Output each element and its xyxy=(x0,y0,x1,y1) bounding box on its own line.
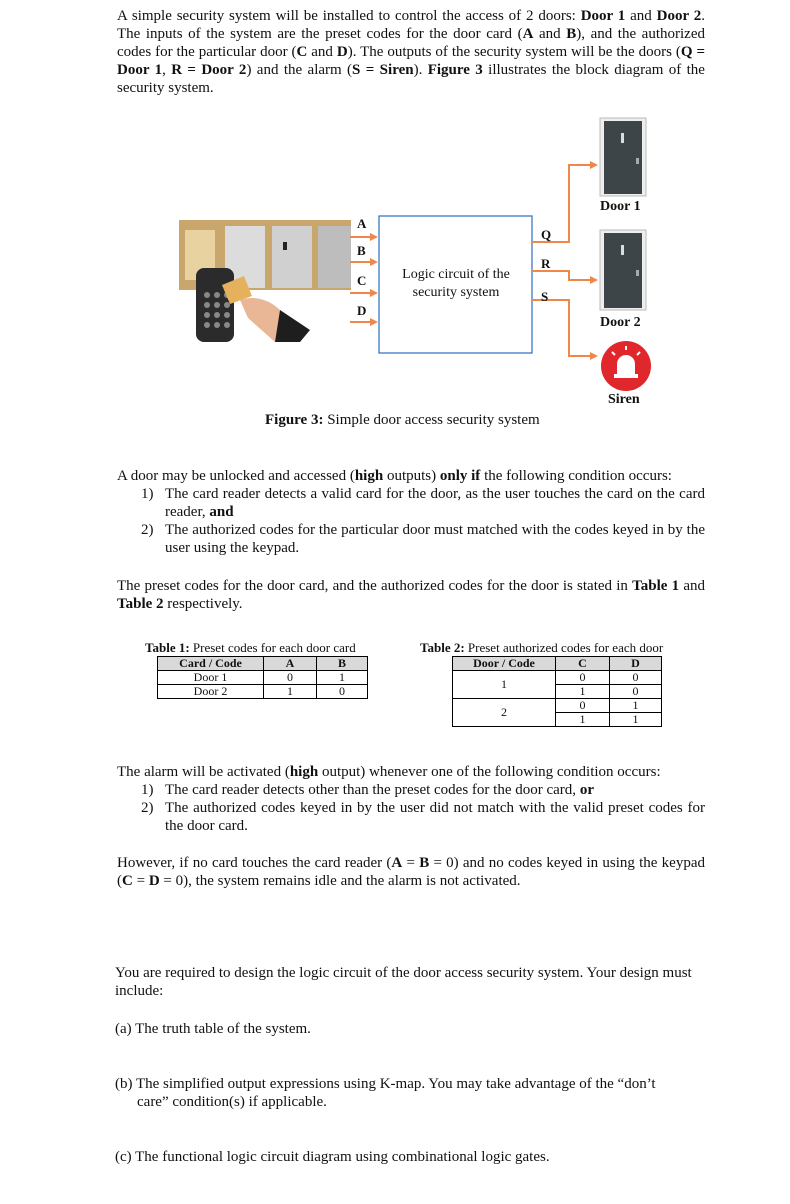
table-cell: 0 xyxy=(264,671,317,685)
door1-label: Door 1 xyxy=(600,199,641,214)
table1-header: B xyxy=(317,657,368,671)
input-label-c: C xyxy=(357,273,367,288)
table2-header: C xyxy=(556,657,610,671)
table-cell: Door 2 xyxy=(158,685,264,699)
output-label-s: S xyxy=(541,289,549,304)
table-cell: 0 xyxy=(556,699,610,713)
table-cell: 1 xyxy=(610,713,662,727)
figure-caption: Figure 3: Simple door access security system xyxy=(265,412,540,428)
table-cell: 0 xyxy=(610,685,662,699)
task-intro: You are required to design the logic circuit of the door access security system. Your design must include: xyxy=(115,965,692,999)
door2-label: Door 2 xyxy=(600,315,641,330)
alarm-item-1: 1) The card reader detects other than the preset codes for the door card, or xyxy=(141,782,594,798)
input-label-a: A xyxy=(357,216,367,231)
table1 xyxy=(157,656,368,699)
table1-caption: Table 1: Preset codes for each door card xyxy=(145,640,356,655)
table-row xyxy=(453,699,662,713)
idle-paragraph: However, if no card touches the card reader (A = B = 0) and no codes keyed in using the keypad (C = D = 0), the system remains idle and the alarm is not activated. xyxy=(117,855,705,889)
alarm-item-2: 2) The authorized codes keyed in by the user did not match with the valid preset codes for the door card. xyxy=(141,800,705,834)
table-cell: 0 xyxy=(317,685,368,699)
alarm-paragraph: The alarm will be activated (high output) whenever one of the following condition occurs: 1) The card reader detects other than the preset codes for the door card, or 2) The authorized codes keyed in by the user did not match with the valid preset codes for the door card. xyxy=(117,764,705,834)
table-cell: 1 xyxy=(317,671,368,685)
table-cell: 1 xyxy=(556,713,610,727)
condition-item-2: 2) The authorized codes for the particular door must matched with the codes keyed in by the user using the keypad. xyxy=(141,522,705,556)
table2 xyxy=(452,656,662,727)
table-row xyxy=(158,671,368,685)
input-label-d: D xyxy=(357,303,367,318)
condition-item-1: 1) The card reader detects a valid card for the door, as the user touches the card on the card reader, and xyxy=(141,486,705,520)
table-cell: 1 xyxy=(453,671,556,699)
task-c: (c) The functional logic circuit diagram using combinational logic gates. xyxy=(115,1149,550,1165)
task-a: (a) The truth table of the system. xyxy=(115,1021,311,1037)
table-cell: 0 xyxy=(610,671,662,685)
conditions-paragraph: A door may be unlocked and accessed (high outputs) only if the following condition occurs: 1) The card reader detects a valid card for the door, as the user touches the card on the card reader, and 2) The authorized codes for the particular door must matched with the codes keyed in by the user using the keypad. xyxy=(117,468,705,556)
table-cell: Door 1 xyxy=(158,671,264,685)
table-cell: 0 xyxy=(556,671,610,685)
task-b: (b) The simplified output expressions using K-map. You may take advantage of the “don’t care” condition(s) if applicable. xyxy=(115,1076,656,1110)
table2-header: D xyxy=(610,657,662,671)
table-row xyxy=(158,685,368,699)
intro-paragraph: A simple security system will be installed to control the access of 2 doors: Door 1 and Door 2. The inputs of the system are the preset codes for the door card (A and B), and the authorized codes for the particular door (C and D). The outputs of the security system will be the doors (Q = Door 1, R = Door 2) and the alarm (S = Siren). Figure 3 illustrates the block diagram of the security system. xyxy=(117,8,705,96)
block-diagram xyxy=(0,0,790,440)
table-cell: 2 xyxy=(453,699,556,727)
output-label-q: Q xyxy=(541,227,552,242)
output-label-r: R xyxy=(541,256,551,271)
table2-caption: Table 2: Preset authorized codes for each door xyxy=(420,640,664,655)
door2-image xyxy=(600,230,646,310)
table-cell: 1 xyxy=(610,699,662,713)
table1-header: Card / Code xyxy=(158,657,264,671)
siren-icon xyxy=(601,341,651,391)
door1-image xyxy=(600,118,646,196)
table-cell: 1 xyxy=(556,685,610,699)
preset-paragraph: The preset codes for the door card, and the authorized codes for the door is stated in Table 1 and Table 2 respectively. xyxy=(117,578,705,612)
siren-label: Siren xyxy=(608,392,640,407)
table2-header: Door / Code xyxy=(453,657,556,671)
card-reader-image xyxy=(179,218,351,343)
table-row xyxy=(453,671,662,685)
input-label-b: B xyxy=(357,243,366,258)
table-cell: 1 xyxy=(264,685,317,699)
logic-box-label: Logic circuit of the security system xyxy=(402,267,510,300)
table1-header: A xyxy=(264,657,317,671)
